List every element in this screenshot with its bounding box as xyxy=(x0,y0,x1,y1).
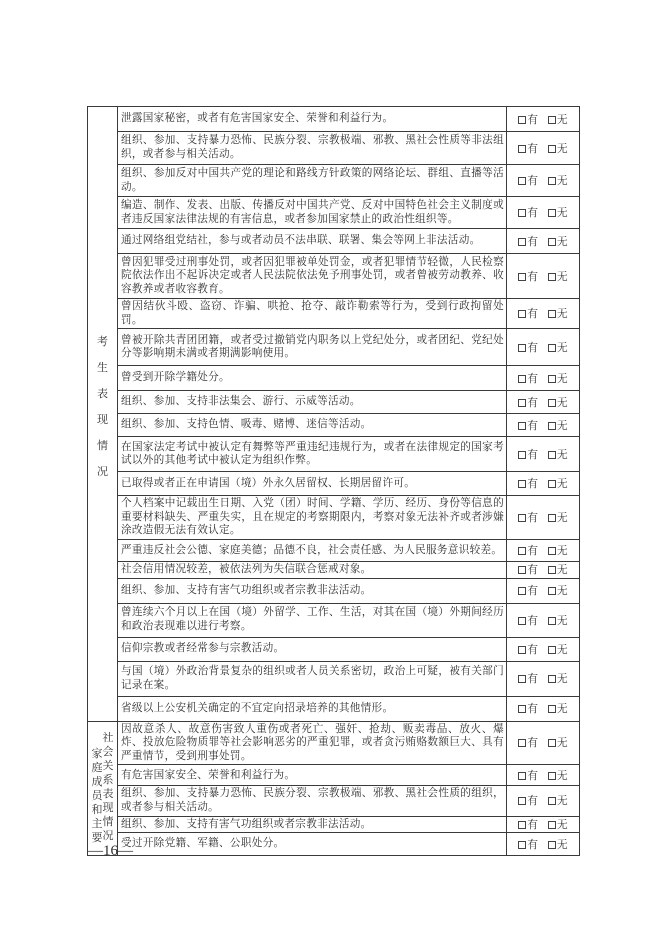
criteria-text: 曾连续六个月以上在国（境）外留学、工作、生活，对其在国（境）外期间经历和政治表现难以进行考察。 xyxy=(118,603,507,637)
checkbox-label-has: 有 xyxy=(527,838,538,851)
checkbox-label-none: 无 xyxy=(557,341,568,354)
criteria-text: 组织、参加反对中国共产党的理论和路线方针政策的网络论坛、群组、直播等活动。 xyxy=(118,165,507,197)
yes-no-checkbox-group xyxy=(507,391,580,414)
option-has[interactable] xyxy=(518,306,538,321)
checkbox-label-none: 无 xyxy=(557,113,568,126)
checkbox-none[interactable] xyxy=(548,772,556,780)
option-has[interactable] xyxy=(518,447,538,462)
option-none[interactable] xyxy=(548,817,568,832)
criteria-text: 组织、参加、支持非法集会、游行、示威等活动。 xyxy=(118,391,507,414)
checkbox-has[interactable] xyxy=(518,399,526,407)
table-row xyxy=(88,816,580,833)
option-none[interactable] xyxy=(548,141,568,156)
option-none[interactable] xyxy=(548,837,568,852)
checkbox-label-none: 无 xyxy=(557,564,568,577)
option-has[interactable] xyxy=(518,671,538,686)
checkbox-has[interactable] xyxy=(518,617,526,625)
checkbox-none[interactable] xyxy=(548,399,556,407)
yes-no-checkbox-group xyxy=(507,578,580,603)
option-none[interactable] xyxy=(548,269,568,284)
criteria-text: 编造、制作、发表、出版、传播反对中国共产党、反对中国特色社会主义制度或者违反国家法律法规的有害信息，或者参加国家禁止的政治性组织等。 xyxy=(118,197,507,229)
checkbox-label-none: 无 xyxy=(557,419,568,432)
option-has[interactable] xyxy=(518,418,538,433)
checkbox-label-has: 有 xyxy=(527,448,538,461)
table-row xyxy=(88,366,580,391)
option-none[interactable] xyxy=(548,234,568,249)
checkbox-none[interactable] xyxy=(548,705,556,713)
yes-no-checkbox-group xyxy=(507,496,580,540)
option-none[interactable] xyxy=(548,340,568,355)
checkbox-label-none: 无 xyxy=(557,769,568,782)
option-has[interactable] xyxy=(518,583,538,598)
checkbox-label-none: 无 xyxy=(557,175,568,187)
yes-no-checkbox-group xyxy=(507,197,580,229)
option-has[interactable] xyxy=(518,510,538,525)
checkbox-none[interactable] xyxy=(548,177,556,185)
checkbox-has[interactable] xyxy=(518,310,526,318)
option-none[interactable] xyxy=(548,701,568,716)
option-has[interactable] xyxy=(518,234,538,249)
yes-no-checkbox-group xyxy=(507,414,580,437)
checkbox-has[interactable] xyxy=(518,514,526,522)
option-has[interactable] xyxy=(518,371,538,386)
checkbox-label-none: 无 xyxy=(557,512,568,525)
page-number: —16— xyxy=(88,843,133,859)
category-label-char: 现 xyxy=(97,413,108,426)
yes-no-checkbox-group xyxy=(507,833,580,856)
table-row xyxy=(88,107,580,132)
checkbox-has[interactable] xyxy=(518,705,526,713)
table-row xyxy=(88,786,580,816)
option-none[interactable] xyxy=(548,583,568,598)
checkbox-label-none: 无 xyxy=(557,235,568,248)
category-label-char: 表 xyxy=(102,787,114,801)
yes-no-checkbox-group xyxy=(507,765,580,786)
checkbox-has[interactable] xyxy=(518,480,526,488)
checkbox-none[interactable] xyxy=(548,273,556,281)
criteria-text: 通过网络组党结社，参与或者动员不法串联、联署、集会等网上非法活动。 xyxy=(118,229,507,254)
option-none[interactable] xyxy=(548,642,568,657)
yes-no-checkbox-group xyxy=(507,637,580,661)
category-label-char: 关 xyxy=(102,759,114,773)
category-label-char: 会 xyxy=(102,745,114,759)
checkbox-none[interactable] xyxy=(548,675,556,683)
checkbox-label-has: 有 xyxy=(527,585,538,598)
option-has[interactable] xyxy=(518,701,538,716)
checkbox-label-none: 无 xyxy=(557,308,568,321)
table-row xyxy=(88,496,580,540)
checkbox-label-has: 有 xyxy=(527,703,538,716)
checkbox-label-none: 无 xyxy=(557,544,568,557)
table-row xyxy=(88,765,580,786)
table-row xyxy=(88,299,580,329)
checkbox-has[interactable] xyxy=(518,145,526,153)
criteria-text: 严重违反社会公德、家庭美德；品德不良，社会责任感、为人民服务意识较差。 xyxy=(118,539,507,561)
option-has[interactable] xyxy=(518,817,538,832)
checkbox-label-none: 无 xyxy=(557,270,568,283)
criteria-text: 个人档案中记载出生日期、入党（团）时间、学籍、学历、经历、身份等信息的重要材料缺失、严重失实，且在规定的考察期限内，考察对象无法补齐或者涉嫌涂改造假无法有效认定。 xyxy=(118,496,507,540)
criteria-text: 与国（境）外政治背景复杂的组织或者人员关系密切，政治上可疑，被有关部门记录在案。 xyxy=(118,661,507,696)
yes-no-checkbox-group xyxy=(507,721,580,765)
option-none[interactable] xyxy=(548,173,568,188)
checkbox-has[interactable] xyxy=(518,238,526,246)
option-has[interactable] xyxy=(518,642,538,657)
checkbox-none[interactable] xyxy=(548,145,556,153)
checkbox-none[interactable] xyxy=(548,821,556,829)
category-label-char: 要 xyxy=(91,831,103,845)
table-row xyxy=(88,437,580,472)
yes-no-checkbox-group xyxy=(507,229,580,254)
yes-no-checkbox-group xyxy=(507,437,580,472)
option-none[interactable] xyxy=(548,418,568,433)
checkbox-has[interactable] xyxy=(518,273,526,281)
checkbox-label-has: 有 xyxy=(527,235,538,248)
checkbox-has[interactable] xyxy=(518,422,526,430)
checkbox-none[interactable] xyxy=(548,547,556,555)
criteria-text: 组织、参加、支持有害气功组织或者宗教非法活动。 xyxy=(118,578,507,603)
criteria-text: 信仰宗教或者经常参与宗教活动。 xyxy=(118,637,507,661)
criteria-text: 社会信用情况较差，被依法列为失信联合惩戒对象。 xyxy=(118,561,507,578)
checkbox-label-none: 无 xyxy=(557,643,568,656)
checkbox-label-has: 有 xyxy=(527,341,538,354)
checkbox-label-has: 有 xyxy=(527,564,538,577)
option-none[interactable] xyxy=(548,793,568,808)
table-row xyxy=(88,197,580,229)
checkbox-none[interactable] xyxy=(548,209,556,217)
table-row xyxy=(88,132,580,165)
table-row xyxy=(88,229,580,254)
option-none[interactable] xyxy=(548,371,568,386)
option-none[interactable] xyxy=(548,306,568,321)
yes-no-checkbox-group xyxy=(507,132,580,165)
yes-no-checkbox-group xyxy=(507,603,580,637)
checkbox-label-has: 有 xyxy=(527,175,538,187)
table-row xyxy=(88,696,580,721)
category-label-char: 表 xyxy=(97,387,108,400)
checkbox-has[interactable] xyxy=(518,739,526,747)
option-has[interactable] xyxy=(518,735,538,750)
criteria-text: 泄露国家秘密，或者有危害国家安全、荣誉和利益行为。 xyxy=(118,107,507,132)
criteria-text: 省级以上公安机关确定的不宜定向招录培养的其他情形。 xyxy=(118,696,507,721)
category-label-char: 员 xyxy=(91,789,103,803)
checkbox-none[interactable] xyxy=(548,310,556,318)
checkbox-label-none: 无 xyxy=(557,703,568,716)
option-none[interactable] xyxy=(548,735,568,750)
checkbox-none[interactable] xyxy=(548,617,556,625)
table-row xyxy=(88,414,580,437)
option-has[interactable] xyxy=(518,141,538,156)
yes-no-checkbox-group xyxy=(507,561,580,578)
checkbox-has[interactable] xyxy=(518,116,526,124)
checkbox-has[interactable] xyxy=(518,772,526,780)
option-has[interactable] xyxy=(518,613,538,628)
option-none[interactable] xyxy=(548,476,568,491)
criteria-text: 有危害国家安全、荣誉和利益行为。 xyxy=(118,765,507,786)
category-label-char: 况 xyxy=(102,829,114,843)
table-row xyxy=(88,603,580,637)
criteria-text: 曾因犯罪受过刑事处罚，或者因犯罪被单处罚金，或者犯罪情节轻微，人民检察院依法作出不起诉决定或者人民法院依法免予刑事处罚，或者曾被劳动教养、收容教养或者收容教育。 xyxy=(118,254,507,299)
yes-no-checkbox-group xyxy=(507,539,580,561)
option-has[interactable] xyxy=(518,793,538,808)
category-label-char: 庭 xyxy=(91,761,103,775)
checkbox-none[interactable] xyxy=(548,739,556,747)
category-label-char: 家 xyxy=(91,747,103,761)
category-label-char: 成 xyxy=(91,775,103,789)
category-label-char: 考 xyxy=(97,335,108,348)
option-none[interactable] xyxy=(548,205,568,220)
checkbox-label-none: 无 xyxy=(557,673,568,686)
checkbox-none[interactable] xyxy=(548,587,556,595)
checkbox-none[interactable] xyxy=(548,422,556,430)
criteria-text: 因故意杀人、故意伤害致人重伤或者死亡、强奸、抢劫、贩卖毒品、放火、爆炸、投放危险物质罪等社会影响恶劣的严重犯罪，或者贪污贿赂数额巨大、具有严重情节，受到刑事处罚。 xyxy=(118,721,507,765)
checkbox-label-has: 有 xyxy=(527,512,538,525)
category-label-char: 现 xyxy=(102,801,114,815)
criteria-text: 组织、参加、支持有害气功组织或者宗教非法活动。 xyxy=(118,816,507,833)
checkbox-label-has: 有 xyxy=(527,478,538,491)
criteria-text: 已取得或者正在申请国（境）外永久居留权、长期居留许可。 xyxy=(118,472,507,496)
checkbox-label-has: 有 xyxy=(527,795,538,808)
yes-no-checkbox-group xyxy=(507,299,580,329)
yes-no-checkbox-group xyxy=(507,696,580,721)
checkbox-has[interactable] xyxy=(518,547,526,555)
checkbox-label-has: 有 xyxy=(527,818,538,831)
option-none[interactable] xyxy=(548,112,568,127)
category-label-char: 情 xyxy=(97,439,108,452)
table-row xyxy=(88,721,580,765)
category-label-char: 况 xyxy=(97,465,108,478)
checkbox-none[interactable] xyxy=(548,514,556,522)
category-label-char: 社 xyxy=(102,731,114,745)
table-row xyxy=(88,472,580,496)
checkbox-label-none: 无 xyxy=(557,448,568,461)
option-none[interactable] xyxy=(548,395,568,410)
checkbox-label-has: 有 xyxy=(527,769,538,782)
criteria-text: 组织、参加、支持暴力恐怖、民族分裂、宗教极端、邪教、黑社会性质等非法组织，或者参与相关活动。 xyxy=(118,132,507,165)
checkbox-has[interactable] xyxy=(518,566,526,574)
checkbox-label-has: 有 xyxy=(527,372,538,385)
criteria-text: 在国家法定考试中被认定有舞弊等严重违纪违规行为，或者在法律规定的国家考试以外的其他考试中被认定为组织作弊。 xyxy=(118,437,507,472)
option-has[interactable] xyxy=(518,837,538,852)
checkbox-none[interactable] xyxy=(548,566,556,574)
checkbox-has[interactable] xyxy=(518,646,526,654)
checkbox-none[interactable] xyxy=(548,344,556,352)
category-label-char: 系 xyxy=(102,773,114,787)
option-none[interactable] xyxy=(548,543,568,558)
criteria-text: 受过开除党籍、军籍、公职处分。 xyxy=(118,833,507,856)
option-none[interactable] xyxy=(548,671,568,686)
yes-no-checkbox-group xyxy=(507,786,580,816)
criteria-text: 曾被开除共青团团籍，或者受过撤销党内职务以上党纪处分，或者团纪、党纪处分等影响期未满或者期满影响使用。 xyxy=(118,329,507,366)
table-row xyxy=(88,391,580,414)
checkbox-label-has: 有 xyxy=(527,643,538,656)
option-has[interactable] xyxy=(518,543,538,558)
option-has[interactable] xyxy=(518,395,538,410)
checkbox-label-none: 无 xyxy=(557,818,568,831)
checkbox-label-none: 无 xyxy=(557,207,568,219)
checkbox-none[interactable] xyxy=(548,841,556,849)
checkbox-label-none: 无 xyxy=(557,838,568,851)
checkbox-has[interactable] xyxy=(518,344,526,352)
option-has[interactable] xyxy=(518,768,538,783)
option-has[interactable] xyxy=(518,340,538,355)
checkbox-has[interactable] xyxy=(518,177,526,185)
option-none[interactable] xyxy=(548,510,568,525)
checkbox-has[interactable] xyxy=(518,587,526,595)
yes-no-checkbox-group xyxy=(507,472,580,496)
category-label-char: 主 xyxy=(91,817,103,831)
option-has[interactable] xyxy=(518,269,538,284)
yes-no-checkbox-group xyxy=(507,165,580,197)
checkbox-label-has: 有 xyxy=(527,207,538,219)
checkbox-has[interactable] xyxy=(518,451,526,459)
criteria-text: 组织、参加、支持色情、吸毒、赌博、迷信等活动。 xyxy=(118,414,507,437)
checkbox-has[interactable] xyxy=(518,375,526,383)
criteria-text: 曾因结伙斗殴、盗窃、诈骗、哄抢、抢夺、敲诈勒索等行为，受到行政拘留处罚。 xyxy=(118,299,507,329)
option-has[interactable] xyxy=(518,112,538,127)
yes-no-checkbox-group xyxy=(507,254,580,299)
category-label-char: 情 xyxy=(102,815,114,829)
checkbox-none[interactable] xyxy=(548,797,556,805)
option-has[interactable] xyxy=(518,173,538,188)
category-label-char: 生 xyxy=(97,361,108,374)
checkbox-has[interactable] xyxy=(518,841,526,849)
option-none[interactable] xyxy=(548,613,568,628)
table-row xyxy=(88,254,580,299)
option-has[interactable] xyxy=(518,205,538,220)
option-none[interactable] xyxy=(548,447,568,462)
checkbox-label-none: 无 xyxy=(557,585,568,598)
checkbox-label-none: 无 xyxy=(557,737,568,750)
yes-no-checkbox-group xyxy=(507,107,580,132)
checkbox-label-none: 无 xyxy=(557,614,568,627)
table-row xyxy=(88,637,580,661)
option-none[interactable] xyxy=(548,562,568,577)
checkbox-label-has: 有 xyxy=(527,142,538,155)
checkbox-label-has: 有 xyxy=(527,396,538,409)
table-row xyxy=(88,661,580,696)
table-row xyxy=(88,561,580,578)
checkbox-label-none: 无 xyxy=(557,142,568,155)
checkbox-none[interactable] xyxy=(548,451,556,459)
checkbox-label-none: 无 xyxy=(557,396,568,409)
checkbox-none[interactable] xyxy=(548,375,556,383)
table-row xyxy=(88,165,580,197)
criteria-text: 曾受到开除学籍处分。 xyxy=(118,366,507,391)
table-row xyxy=(88,833,580,856)
checkbox-label-has: 有 xyxy=(527,673,538,686)
yes-no-checkbox-group xyxy=(507,816,580,833)
checkbox-label-has: 有 xyxy=(527,614,538,627)
yes-no-checkbox-group xyxy=(507,366,580,391)
yes-no-checkbox-group xyxy=(507,329,580,366)
option-has[interactable] xyxy=(518,476,538,491)
checkbox-none[interactable] xyxy=(548,238,556,246)
checkbox-has[interactable] xyxy=(518,675,526,683)
checkbox-label-has: 有 xyxy=(527,308,538,321)
political-review-form-table xyxy=(87,106,580,856)
checkbox-label-none: 无 xyxy=(557,372,568,385)
option-has[interactable] xyxy=(518,562,538,577)
checkbox-label-has: 有 xyxy=(527,737,538,750)
checkbox-has[interactable] xyxy=(518,821,526,829)
checkbox-has[interactable] xyxy=(518,797,526,805)
checkbox-label-has: 有 xyxy=(527,419,538,432)
table-row xyxy=(88,539,580,561)
option-none[interactable] xyxy=(548,768,568,783)
category-family-social-relations xyxy=(88,721,118,856)
criteria-text: 组织、参加、支持暴力恐怖、民族分裂、宗教极端、邪教、黑社会性质的组织，或者参与相关活动。 xyxy=(118,786,507,816)
checkbox-label-has: 有 xyxy=(527,270,538,283)
checkbox-label-none: 无 xyxy=(557,795,568,808)
checkbox-has[interactable] xyxy=(518,209,526,217)
checkbox-none[interactable] xyxy=(548,646,556,654)
table-row xyxy=(88,578,580,603)
checkbox-label-has: 有 xyxy=(527,113,538,126)
checkbox-label-none: 无 xyxy=(557,478,568,491)
table-row xyxy=(88,329,580,366)
category-label-char: 和 xyxy=(91,803,103,817)
checkbox-label-has: 有 xyxy=(527,544,538,557)
checkbox-none[interactable] xyxy=(548,480,556,488)
yes-no-checkbox-group xyxy=(507,661,580,696)
checkbox-none[interactable] xyxy=(548,116,556,124)
category-candidate-performance xyxy=(88,107,118,722)
